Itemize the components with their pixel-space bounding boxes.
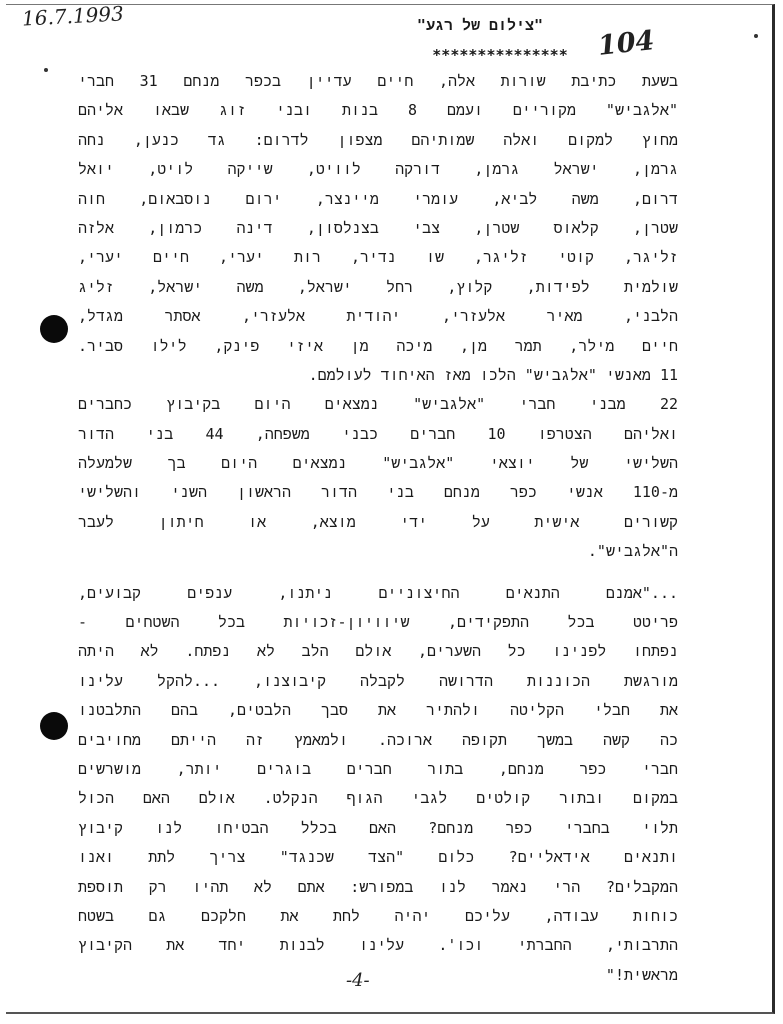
text-line: דרום, משה לביא, עומרי מיינצר, ירום נוסבאום, חוה [78,189,678,208]
text-line: מראשית!" [605,965,678,984]
text-line: זליגר, קוטי זליגר, שו נדיר, רות יערי, חיים יערי, [78,248,678,267]
text-line: את חבלי הקליטה ולהתיר את סבך הלבטים, בהם התלבטנו [78,701,678,720]
text-line: פריטט בכל התפקידים, שיוויון-זכויות בכל השטחים - [78,613,678,632]
text-line: מחוץ למקום ואלה שמותיהם מצפון לדרום: גד כנען, נחה [78,130,678,149]
handwritten-page-number: 104 [596,25,656,62]
binder-hole-bottom [40,712,68,740]
text-line: שטרן, קלאוס שטרן, צבי בצנלסון, דינה כרמון, אלזה [78,218,678,237]
text-line: הלבני, מאיר אלעזרי, יהודית אלעזרי, אסתר מגדל, [78,307,678,326]
text-line: חברי כפר מנחם, בתור חברים בוגרים יותר, מושרשים [78,759,678,778]
text-line: תלוי בחברי כפר מנחם? האם בכלל הבטיחו לנו קיבוץ [78,818,678,837]
text-line: גרמן, ישראל גרמן, דורקה לוויט, שייקה לויט, יואל [78,160,678,179]
text-line: מ-110 אנשי כפר מנחם בני הדור הראשון השני והשלישי [78,483,678,502]
text-line: בשעת כתיבת שורות אלה, חיים עדיין בכפר מנחם 31 חברי [78,72,678,90]
margin-dot [754,34,758,38]
text-line: ה"אלגביש". [587,542,678,561]
title-underline: *************** [432,46,568,64]
text-line: חיים מילר, תמר מן, מיכה מן איזי פינק, לילו סביר. [78,336,678,355]
binder-hole-top [40,315,68,343]
text-line: השלישי של יוצאי "אלגביש" נמצאים היום בך שלמעלה [78,454,678,473]
text-line: כוחות עבודה, עליכם יהיה לחת את חלקכם גם בשטח [78,906,678,925]
paragraph-members [78,67,678,390]
paragraph-descendants [78,390,678,566]
document-title: "צילום של רגע" [416,16,544,34]
text-line: ..."אמנם התנאים החיצוניים ניתנו, ענפים קבועים, [78,583,678,602]
text-line: כה קשה במשך תקופה ארוכה. ולמאמץ זה הייתם מחויבים [78,730,678,749]
text-line: התרבותי, החברתי וכו'. עלינו לבנות יחד את הקיבוץ [78,936,678,955]
margin-dot [44,68,48,72]
document-body [78,67,678,990]
text-line: המקבלים? הרי נאמר לנו במפורש: אתם לא תהיו רק תוספת [78,877,678,896]
handwritten-date: 16.7.1993 [21,1,125,31]
text-line: קשורים אישית על ידי מוצא, או חיתון לעבר [78,512,678,531]
text-line: במקום ובתור קולטים לגבי הגוף הנקלט. אולם האם הכול [78,789,678,808]
footer-page-mark: -4- [346,970,370,991]
text-line: מורגשת הכוננות הדרושה לקבלה קיבוצנו, ...להקל עלינו [78,671,678,690]
text-line: ותנאים אידאליים? כלום "הצד שכנגד" צריך לתת ואנו [78,848,678,867]
paragraph-gap [78,567,678,579]
text-line: 11 מאנשי "אלגביש" הלכו מאז האיחוד לעולמם. [308,365,678,384]
text-line: "אלגביש" מקוריים ועמם 8 בנות ובני זוג שבאו אליהם [78,101,678,120]
text-line: 22 מבני חברי "אלגביש" נמצאים היום בקיבוץ כחברים [78,395,678,414]
text-line: שולמית לפידות, קלוץ, רחל ישראל, משה ישראל, זליג [78,277,678,296]
text-line: ואליהם הצטרפו 10 חברים כבני משפחה, 44 בני הדור [78,424,678,443]
paragraph-quote [78,579,678,990]
text-line: נפתחו לפנינו כל השערים, אולם הלב לא נפתח. לא היתה [78,642,678,661]
